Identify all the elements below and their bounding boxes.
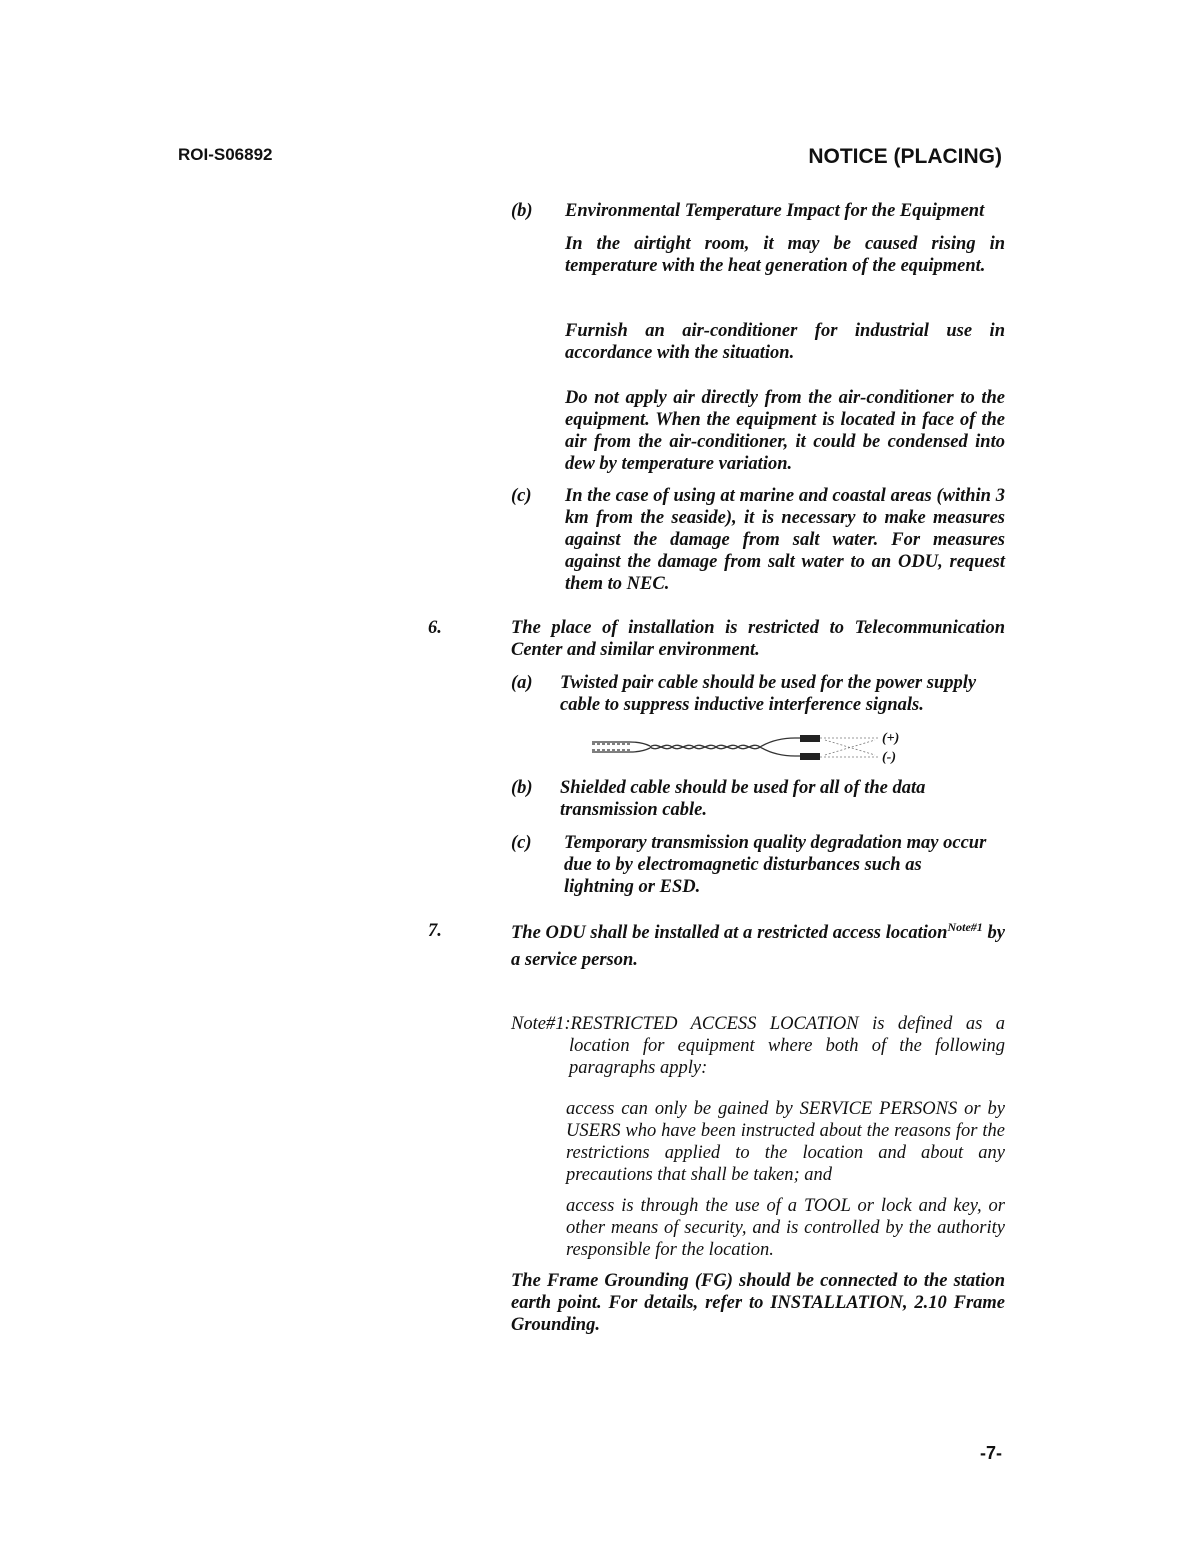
- item-b-env-paragraph-2: Furnish an air-conditioner for industrial use in accordance with the situation.: [565, 321, 1005, 363]
- item-6-number: 6.: [428, 618, 442, 638]
- lead-lines: [820, 738, 880, 757]
- minus-connector: [800, 753, 820, 760]
- plus-connector: [800, 735, 820, 742]
- item-7-number: 7.: [428, 921, 442, 941]
- twisted-pair-cable-figure: [590, 728, 920, 768]
- item-7-text-before: The ODU shall be installed at a restricted access location: [511, 923, 948, 943]
- note-1-intro: Note#1:RESTRICTED ACCESS LOCATION is defined as a location for equipment where both of the following paragraphs apply:: [511, 1014, 1005, 1078]
- document-id: ROI-S06892: [178, 145, 273, 164]
- item-b-env-label: (b): [511, 201, 533, 221]
- plus-label: (+): [882, 731, 900, 746]
- minus-label: (-): [882, 750, 896, 765]
- item-6-text: The place of installation is restricted to Telecommunication Center and similar environment.: [511, 618, 1005, 660]
- item-c-marine-text: In the case of using at marine and coastal areas (within 3 km from the seaside), it is necessary to make measures against the damage from salt water. For measures against the damage from salt water to an ODU, request them to NEC.: [565, 486, 1005, 594]
- item-b-env-paragraph-1: In the airtight room, it may be caused rising in temperature with the heat generation of the equipment.: [565, 234, 1005, 276]
- item-b-env-paragraph-3: Do not apply air directly from the air-conditioner to the equipment. When the equipment is located in face of the air from the air-conditioner, it could be condensed into dew by temperature variation.: [565, 388, 1005, 474]
- note-1-paragraph-2: access is through the use of a TOOL or lock and key, or other means of security, and is controlled by the authority responsible for the location.: [566, 1196, 1005, 1260]
- item-6a-text: Twisted pair cable should be used for the power supply cable to suppress inductive interference signals.: [560, 673, 977, 715]
- item-c-marine-label: (c): [511, 486, 532, 506]
- item-7-text: [511, 920, 1005, 974]
- item-6a-label: (a): [511, 673, 533, 693]
- item-7-text-after: by a service person.: [511, 923, 1005, 970]
- item-7-note-ref: Note#1: [947, 919, 983, 934]
- section-title: NOTICE (PLACING): [808, 145, 1002, 168]
- item-6b-text: Shielded cable should be used for all of the data transmission cable.: [560, 778, 926, 820]
- frame-grounding-text: The Frame Grounding (FG) should be connected to the station earth point. For details, refer to INSTALLATION, 2.10 Frame Grounding.: [511, 1271, 1005, 1335]
- cable-body: [592, 738, 815, 756]
- page-number: -7-: [980, 1443, 1002, 1463]
- note-1-paragraph-1: access can only be gained by SERVICE PERSONS or by USERS who have been instructed about the reasons for the restrictions applied to the location and about any precautions that shall be taken; and: [566, 1099, 1005, 1185]
- item-b-env-title: Environmental Temperature Impact for the Equipment: [565, 201, 985, 221]
- item-6c-label: (c): [511, 833, 532, 853]
- item-6c-text: Temporary transmission quality degradation may occur due to by electromagnetic disturbances such as lightning or ESD.: [564, 833, 987, 897]
- item-6b-label: (b): [511, 778, 533, 798]
